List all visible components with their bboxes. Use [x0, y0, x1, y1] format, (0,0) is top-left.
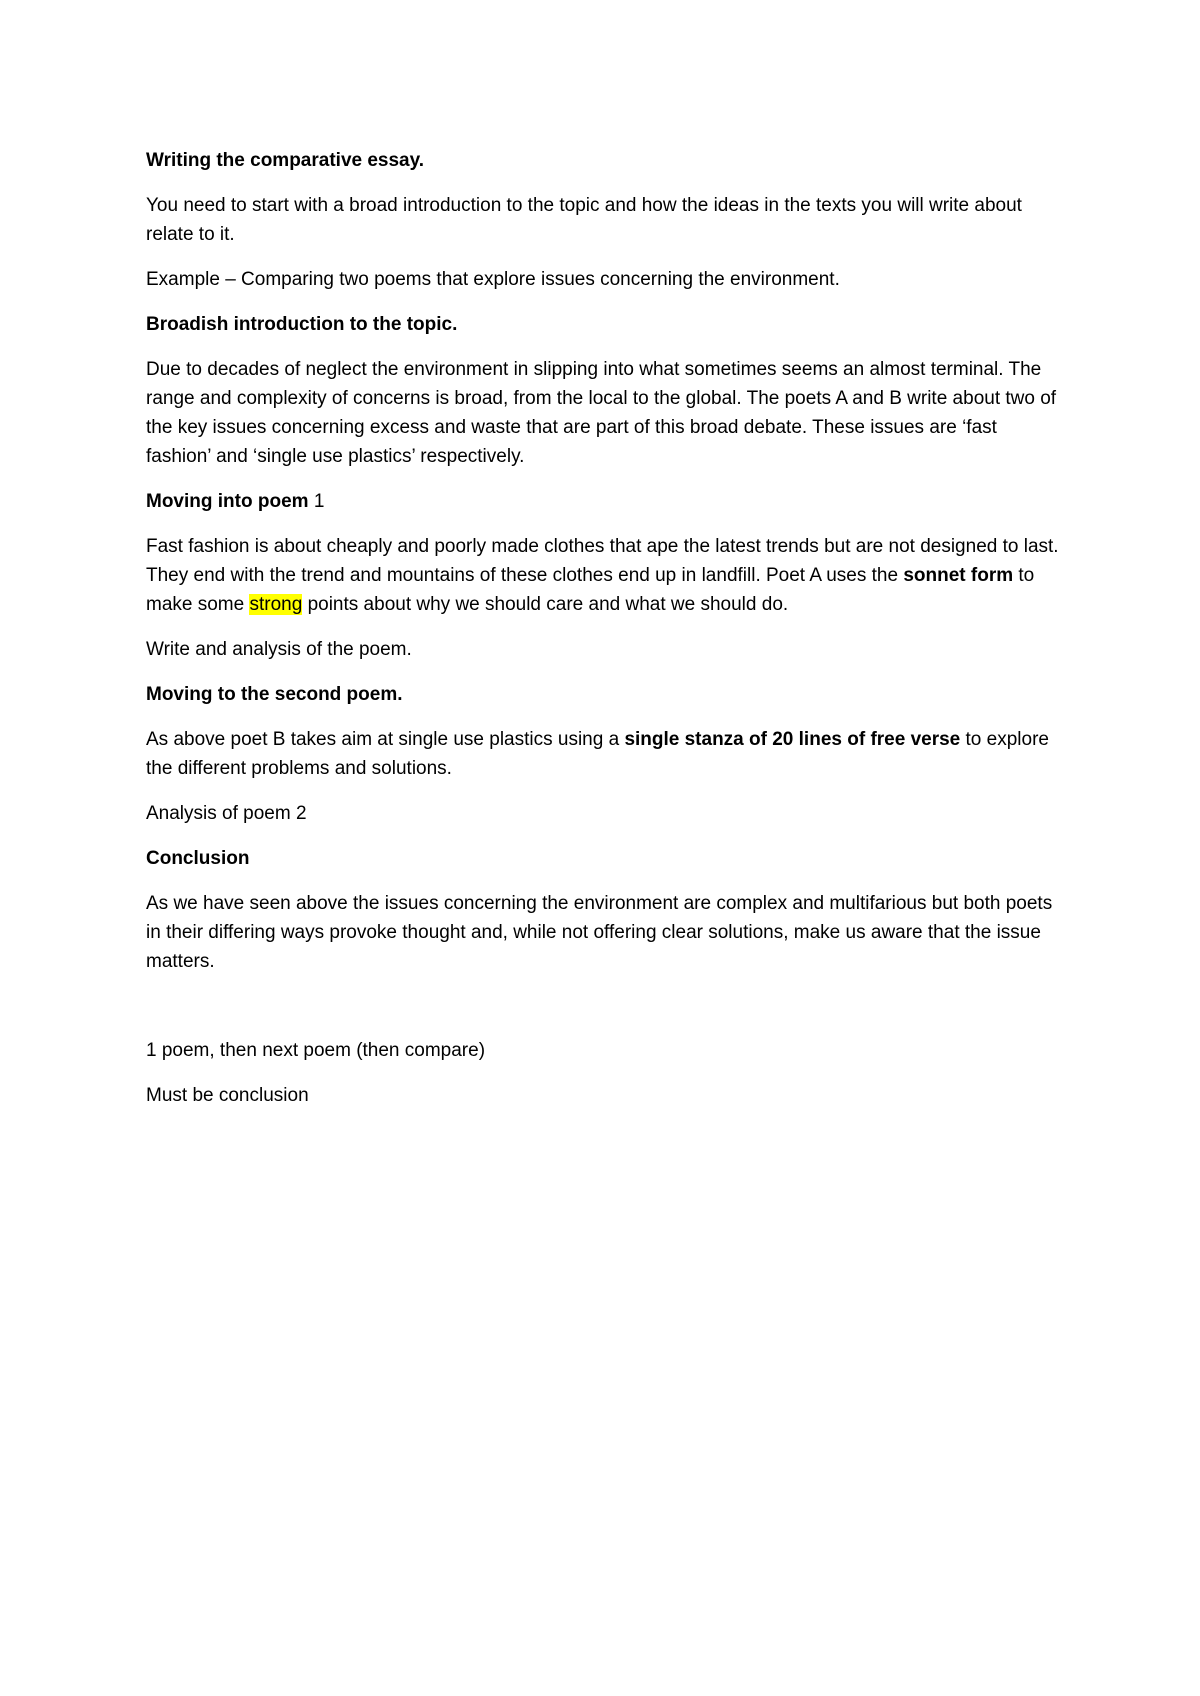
section-heading-poem-1-bold: Moving into poem	[146, 491, 309, 512]
blank-line	[146, 992, 1066, 1036]
poem-2-text-start: As above poet B takes aim at single use plastics using a	[146, 729, 625, 750]
poem-1-note: Write and analysis of the poem.	[146, 639, 412, 660]
highlighted-word: strong	[249, 594, 303, 615]
poem-1-text-end: points about why we should care and what we should do.	[302, 594, 789, 615]
section-heading-poem-1	[146, 487, 1066, 516]
document-title: Writing the comparative essay.	[146, 150, 425, 171]
section-heading-poem-1-number: 1	[308, 491, 325, 512]
poem-2-text-end: to explore the different problems and solutions.	[146, 729, 1049, 779]
poem-2-note: Analysis of poem 2	[146, 803, 307, 824]
poem-2-bold-text: single stanza of 20 lines of free verse	[624, 729, 961, 750]
note-line-2: Must be conclusion	[146, 1085, 309, 1106]
note-line-1: 1 poem, then next poem (then compare)	[146, 1040, 486, 1061]
poem-2-paragraph	[146, 725, 1066, 783]
poem-1-paragraph	[146, 532, 1066, 619]
section-heading-conclusion: Conclusion	[146, 848, 250, 869]
intro-paragraph: You need to start with a broad introduction to the topic and how the ideas in the texts you will write about relate to it.	[146, 195, 1022, 245]
poem-1-bold-text: sonnet form	[903, 565, 1014, 586]
introduction-paragraph: Due to decades of neglect the environment in slipping into what sometimes seems an almost terminal. The range and complexity of concerns is broad, from the local to the global. The poets A and B write about two of the key issues concerning excess and waste that are part of this broad debate. These issues are ‘fast fashion’ and ‘single use plastics’ respectively.	[146, 359, 1057, 467]
poem-1-text-start: Fast fashion is about cheaply and poorly made clothes that ape the latest trends but are not designed to last. They end with the trend and mountains of these clothes end up in landfill. Poet A uses the	[146, 536, 1059, 586]
document-body	[146, 146, 1066, 1126]
section-heading-poem-2: Moving to the second poem.	[146, 684, 403, 705]
section-heading-introduction: Broadish introduction to the topic.	[146, 314, 458, 335]
poem-1-text-mid: to make some	[146, 565, 1035, 615]
conclusion-paragraph: As we have seen above the issues concerning the environment are complex and multifarious but both poets in their differing ways provoke thought and, while not offering clear solutions, make us aware that the issue matters.	[146, 893, 1053, 972]
example-paragraph: Example – Comparing two poems that explore issues concerning the environment.	[146, 269, 840, 290]
